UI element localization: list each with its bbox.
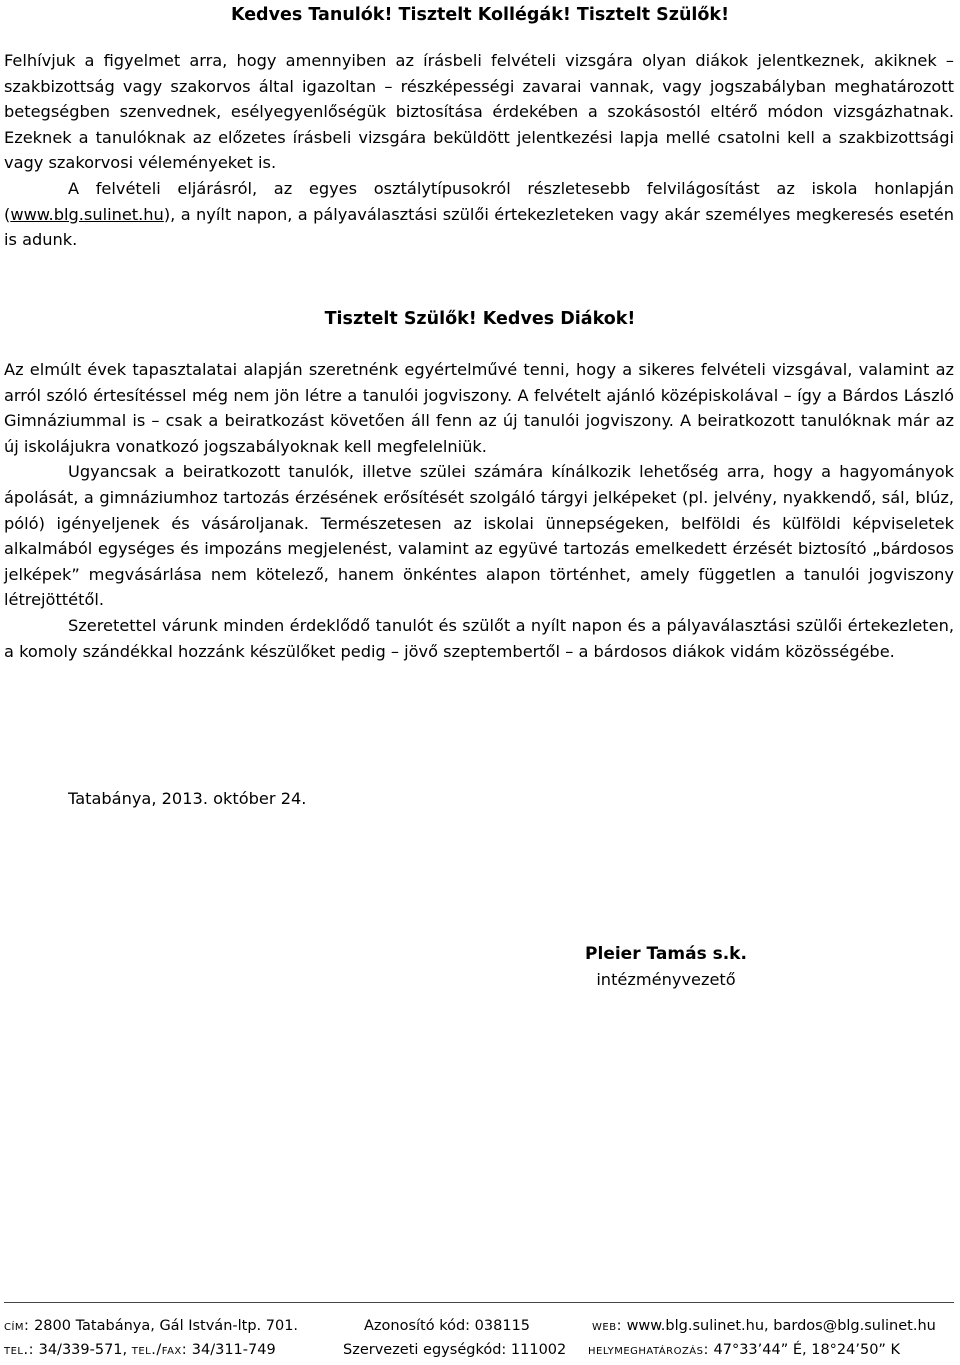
fax-value: 34/311-749	[191, 1342, 276, 1358]
school-id-field	[364, 1318, 530, 1334]
address-label: cím:	[4, 1318, 30, 1334]
geo-location-field	[588, 1342, 900, 1358]
phone-value: 34/339-571,	[38, 1342, 128, 1358]
unit-code-label: Szervezeti egységkód:	[343, 1342, 507, 1358]
place-and-date: Tatabánya, 2013. október 24.	[68, 789, 307, 808]
special-needs-paragraph: Felhívjuk a figyelmet arra, hogy amennyiben az írásbeli felvételi vizsgára olyan diákok jelentkeznek, akiknek – szakbizottság vagy szakorvos által igazoltan – részképességi zavarai vannak, vagy jogszabályban meghatározott betegségben szenvednek, esélyegyenlőségük biztosítása érdekében a szokásostól eltérő módon vizsgázhatnak. Ezeknek a tanulóknak az előzetes írásbeli vizsgára beküldött jelentkezési lapja mellé csatolni kell a szakbizottsági vagy szakorvosi véleményeket is.	[4, 51, 954, 173]
enrollment-section	[4, 357, 954, 664]
phone-field	[4, 1342, 276, 1358]
information-text-start: A felvételi eljárásról, az egyes osztálytípusokról részletesebb felvilágosítást az iskola honlapján (	[4, 178, 954, 224]
school-id-value: 038115	[474, 1318, 531, 1334]
admission-notice-section	[4, 48, 954, 253]
web-value[interactable]: www.blg.sulinet.hu, bardos@blg.sulinet.hu	[626, 1318, 936, 1334]
signer-title: intézményvezető	[596, 970, 736, 989]
unit-code-value: 111002	[510, 1342, 567, 1358]
address-field	[4, 1318, 298, 1334]
phone-label: tel.:	[4, 1342, 34, 1358]
invitation-paragraph: Szeretettel várunk minden érdeklődő tanulót és szülőt a nyílt napon és a pályaválasztási szülői értekezleten, a komoly szándékkal hozzánk készülőket pedig – jövő szeptembertől – a bárdosos diákok vidám közösségébe.	[4, 615, 954, 661]
parents-students-heading: Tisztelt Szülők! Kedves Diákok!	[324, 309, 636, 329]
geo-location-value: 47°33’44” É, 18°24’50” K	[713, 1342, 901, 1358]
information-paragraph	[4, 176, 954, 253]
school-website-link[interactable]: www.blg.sulinet.hu	[10, 204, 164, 224]
address-value: 2800 Tatabánya, Gál István-ltp. 701.	[34, 1318, 299, 1334]
information-text-end: ), a nyílt napon, a pályaválasztási szülői értekezleteken vagy akár személyes megkeresés esetén is adunk.	[4, 204, 954, 250]
school-symbols-paragraph: Ugyancsak a beiratkozott tanulók, illetve szülei számára kínálkozik lehetőség arra, hogy a hagyományok ápolását, a gimnáziumhoz tartozás érzésének erősítését szolgáló tárgyi jelképeket (pl. jelvény, nyakkendő, sál, blúz, póló) igényeljenek és vásároljanak. Természetesen az iskolai ünnepségeken, belföldi és külföldi képviseletek alkalmából egységes és impozáns megjelenést, valamint az együvé tartozás emelkedett érzését biztosító „bárdosos jelképek” megvásárlása nem kötelező, hanem önkéntes alapon történhet, amely független a tanulói jogviszony létrejöttétől.	[4, 462, 954, 610]
geo-location-label: helymeghatározás:	[588, 1342, 709, 1358]
unit-code-field	[343, 1342, 566, 1358]
legal-status-paragraph: Az elmúlt évek tapasztalatai alapján szeretnénk egyértelművé tenni, hogy a sikeres felvételi vizsgával, valamint az arról szóló értesítéssel még nem jön létre a tanulói jogviszony. A felvételt ajánló középiskolával – így a Bárdos László Gimnáziummal is – csak a beiratkozást követően áll fenn az új tanulói jogviszony. A beiratkozott tanulóknak már az új iskolájukra vonatkozó jogszabályoknak kell megfelelniük.	[4, 360, 954, 456]
greeting-heading: Kedves Tanulók! Tisztelt Kollégák! Tisztelt Szülők!	[230, 5, 730, 25]
signature-block	[496, 941, 836, 992]
fax-label: tel./fax:	[131, 1342, 188, 1358]
signer-name: Pleier Tamás s.k.	[585, 944, 747, 964]
school-id-label: Azonosító kód:	[364, 1318, 471, 1334]
web-field	[592, 1318, 936, 1334]
letterhead-footer	[0, 1302, 960, 1365]
footer-divider	[4, 1302, 954, 1303]
web-label: web:	[592, 1318, 622, 1334]
